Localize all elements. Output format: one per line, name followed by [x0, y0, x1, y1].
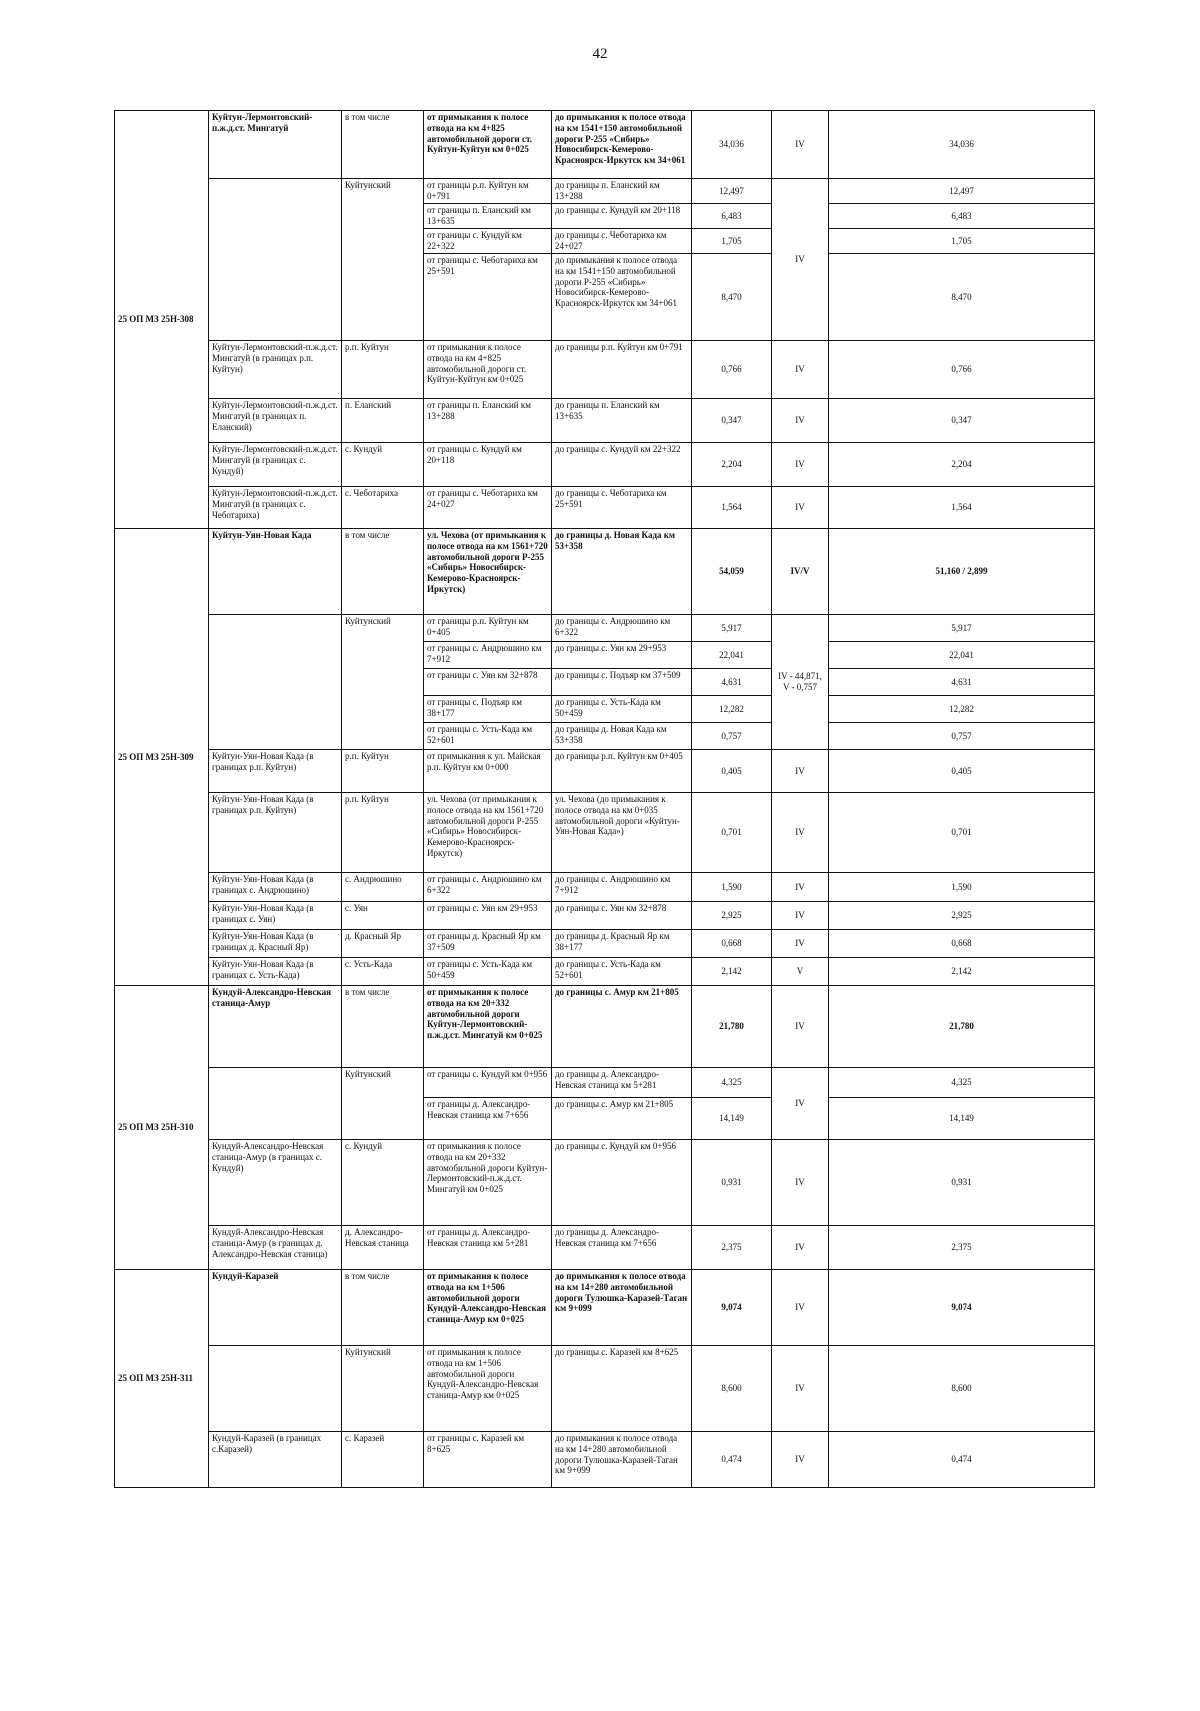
from-cell: от границы с. Уян км 29+953: [424, 902, 552, 930]
from-cell: от границы с. Чеботариха км 25+591: [424, 254, 552, 341]
to-cell: до границы с. Кундуй км 22+322: [552, 443, 692, 487]
to-cell: до границы с. Андрюшино км 7+912: [552, 873, 692, 902]
category-cell: IV: [772, 930, 829, 958]
total-cell: 8,600: [829, 1346, 1095, 1432]
table-row: [115, 986, 1095, 1068]
length-cell: 34,036: [692, 111, 772, 179]
area-cell: в том числе: [342, 986, 424, 1068]
table-row: [115, 615, 1095, 642]
length-cell: 5,917: [692, 615, 772, 642]
road-name: Куйтун-Уян-Новая Када (в границах с. Усть-Када): [209, 958, 342, 986]
from-cell: от границы р.п. Куйтун км 0+405: [424, 615, 552, 642]
length-cell: 1,590: [692, 873, 772, 902]
road-name: Куйтун-Уян-Новая Када (в границах с. Андрюшино): [209, 873, 342, 902]
road-code: 25 ОП МЗ 25Н-309: [115, 529, 209, 986]
length-cell: 22,041: [692, 642, 772, 669]
area-cell: в том числе: [342, 111, 424, 179]
length-cell: 21,780: [692, 986, 772, 1068]
from-cell: от границы п. Еланский км 13+635: [424, 204, 552, 229]
from-cell: от границы с. Кундуй км 20+118: [424, 443, 552, 487]
to-cell: до границы д. Новая Када км 53+358: [552, 723, 692, 750]
from-cell: от примыкания к полосе отвода на км 1+506 автомобильной дороги Кундуй-Александро-Невская станица-Амур км 0+025: [424, 1270, 552, 1346]
table-row: [115, 487, 1095, 529]
category-cell: IV: [772, 111, 829, 179]
table-row: [115, 1140, 1095, 1226]
from-cell: от границы д. Александро-Невская станица км 5+281: [424, 1226, 552, 1270]
area-cell: в том числе: [342, 1270, 424, 1346]
length-cell: 1,705: [692, 229, 772, 254]
area-cell: с. Кундуй: [342, 1140, 424, 1226]
road-name: Куйтун-Лермонтовский-п.ж.д.ст. Мингатуй (в границах р.п. Куйтун): [209, 341, 342, 399]
table-row: [115, 1346, 1095, 1432]
road-name: Куйтун-Лермонтовский-п.ж.д.ст. Мингатуй (в границах п. Еланский): [209, 399, 342, 443]
length-cell: 54,059: [692, 529, 772, 615]
road-name: Куйтун-Лермонтовский-п.ж.д.ст. Мингатуй (в границах с. Кундуй): [209, 443, 342, 487]
total-cell: 14,149: [829, 1098, 1095, 1140]
area-cell: д. Александро-Невская станица: [342, 1226, 424, 1270]
from-cell: от границы д. Красный Яр км 37+509: [424, 930, 552, 958]
category-cell: V: [772, 958, 829, 986]
roads-table: [114, 110, 1095, 1488]
length-cell: 2,142: [692, 958, 772, 986]
total-cell: 0,668: [829, 930, 1095, 958]
table-row: [115, 902, 1095, 930]
to-cell: до границы р.п. Куйтун км 0+791: [552, 341, 692, 399]
length-cell: 0,668: [692, 930, 772, 958]
table-row: [115, 179, 1095, 204]
to-cell: до границы с. Андрюшино км 6+322: [552, 615, 692, 642]
category-cell: IV - 44,871, V - 0,757: [772, 615, 829, 750]
from-cell: от примыкания к полосе отвода на км 1+506 автомобильной дороги Кундуй-Александро-Невская станица-Амур км 0+025: [424, 1346, 552, 1432]
area-cell: в том числе: [342, 529, 424, 615]
length-cell: 9,074: [692, 1270, 772, 1346]
area-cell: Куйтунский: [342, 615, 424, 750]
to-cell: до границы с. Усть-Када км 52+601: [552, 958, 692, 986]
from-cell: от границы с. Каразей км 8+625: [424, 1432, 552, 1488]
total-cell: 34,036: [829, 111, 1095, 179]
total-cell: 51,160 / 2,899: [829, 529, 1095, 615]
category-cell: IV: [772, 1432, 829, 1488]
total-cell: 0,701: [829, 793, 1095, 873]
road-name: Куйтун-Уян-Новая Када (в границах с. Уян): [209, 902, 342, 930]
table-row: [115, 1432, 1095, 1488]
total-cell: 2,925: [829, 902, 1095, 930]
table-row: [115, 399, 1095, 443]
total-cell: 4,631: [829, 669, 1095, 696]
length-cell: 0,931: [692, 1140, 772, 1226]
table-row: [115, 341, 1095, 399]
road-name: Кундуй-Александро-Невская станица-Амур: [209, 986, 342, 1068]
road-name: [209, 1068, 342, 1140]
from-cell: от границы д. Александро-Невская станица км 7+656: [424, 1098, 552, 1140]
length-cell: 12,497: [692, 179, 772, 204]
total-cell: 2,375: [829, 1226, 1095, 1270]
area-cell: с. Чеботариха: [342, 487, 424, 529]
table-row: [115, 873, 1095, 902]
to-cell: до границы д. Александро-Невская станица км 5+281: [552, 1068, 692, 1098]
table-row: [115, 1226, 1095, 1270]
length-cell: 0,347: [692, 399, 772, 443]
to-cell: до границы п. Еланский км 13+288: [552, 179, 692, 204]
total-cell: 0,757: [829, 723, 1095, 750]
area-cell: п. Еланский: [342, 399, 424, 443]
to-cell: до границы с. Амур км 21+805: [552, 1098, 692, 1140]
to-cell: до границы с. Уян км 29+953: [552, 642, 692, 669]
to-cell: до границы с. Кундуй км 20+118: [552, 204, 692, 229]
road-name: [209, 179, 342, 341]
area-cell: р.п. Куйтун: [342, 341, 424, 399]
from-cell: от границы с. Усть-Када км 50+459: [424, 958, 552, 986]
to-cell: до границы с. Уян км 32+878: [552, 902, 692, 930]
from-cell: от примыкания к ул. Майская р.п. Куйтун км 0+000: [424, 750, 552, 793]
category-cell: IV: [772, 793, 829, 873]
length-cell: 2,375: [692, 1226, 772, 1270]
to-cell: до границы с. Чеботариха км 25+591: [552, 487, 692, 529]
table-row: [115, 1068, 1095, 1098]
from-cell: от границы с. Андрюшино км 7+912: [424, 642, 552, 669]
table-row: [115, 443, 1095, 487]
total-cell: 0,405: [829, 750, 1095, 793]
table-row: [115, 793, 1095, 873]
to-cell: до границы с. Амур км 21+805: [552, 986, 692, 1068]
area-cell: д. Красный Яр: [342, 930, 424, 958]
length-cell: 2,204: [692, 443, 772, 487]
category-cell: IV/V: [772, 529, 829, 615]
total-cell: 0,347: [829, 399, 1095, 443]
road-code: 25 ОП МЗ 25Н-311: [115, 1270, 209, 1488]
road-name: Куйтун-Уян-Новая Када (в границах р.п. Куйтун): [209, 793, 342, 873]
total-cell: 1,705: [829, 229, 1095, 254]
from-cell: от границы с. Уян км 32+878: [424, 669, 552, 696]
road-name: Куйтун-Уян-Новая Када (в границах д. Красный Яр): [209, 930, 342, 958]
total-cell: 12,282: [829, 696, 1095, 723]
to-cell: до примыкания к полосе отвода на км 1541+150 автомобильной дороги Р-255 «Сибирь» Новосибирск-Кемерово-Красноярск-Иркутск км 34+061: [552, 111, 692, 179]
total-cell: 9,074: [829, 1270, 1095, 1346]
area-cell: с. Уян: [342, 902, 424, 930]
to-cell: до границы д. Красный Яр км 38+177: [552, 930, 692, 958]
from-cell: от примыкания к полосе отвода на км 4+825 автомобильной дороги ст. Куйтун-Куйтун км 0+025: [424, 341, 552, 399]
total-cell: 1,590: [829, 873, 1095, 902]
area-cell: с. Усть-Када: [342, 958, 424, 986]
road-name: Кундуй-Каразей (в границах с.Каразей): [209, 1432, 342, 1488]
road-name: [209, 1346, 342, 1432]
length-cell: 4,325: [692, 1068, 772, 1098]
area-cell: Куйтунский: [342, 1068, 424, 1140]
area-cell: р.п. Куйтун: [342, 750, 424, 793]
category-cell: IV: [772, 1270, 829, 1346]
category-cell: IV: [772, 902, 829, 930]
total-cell: 21,780: [829, 986, 1095, 1068]
road-name: Куйтун-Уян-Новая Када: [209, 529, 342, 615]
to-cell: до границы с. Подъяр км 37+509: [552, 669, 692, 696]
road-name: Куйтун-Уян-Новая Када (в границах р.п. Куйтун): [209, 750, 342, 793]
category-cell: IV: [772, 443, 829, 487]
road-code: 25 ОП МЗ 25Н-310: [115, 986, 209, 1270]
table-row: [115, 750, 1095, 793]
category-cell: IV: [772, 1226, 829, 1270]
from-cell: от границы с. Кундуй км 22+322: [424, 229, 552, 254]
page-number: 42: [592, 46, 608, 62]
total-cell: 2,142: [829, 958, 1095, 986]
table-row: [115, 111, 1095, 179]
area-cell: р.п. Куйтун: [342, 793, 424, 873]
from-cell: от примыкания к полосе отвода на км 4+825 автомобильной дороги ст. Куйтун-Куйтун км 0+025: [424, 111, 552, 179]
to-cell: до границы с. Каразей км 8+625: [552, 1346, 692, 1432]
from-cell: от границы р.п. Куйтун км 0+791: [424, 179, 552, 204]
total-cell: 5,917: [829, 615, 1095, 642]
to-cell: до границы с. Чеботариха км 24+027: [552, 229, 692, 254]
to-cell: до примыкания к полосе отвода на км 14+280 автомобильной дороги Тулюшка-Каразей-Таган км 9+099: [552, 1432, 692, 1488]
length-cell: 8,600: [692, 1346, 772, 1432]
category-cell: IV: [772, 399, 829, 443]
table-row: [115, 529, 1095, 615]
to-cell: до примыкания к полосе отвода на км 1541+150 автомобильной дороги Р-255 «Сибирь» Новосибирск-Кемерово-Красноярск-Иркутск км 34+061: [552, 254, 692, 341]
length-cell: 8,470: [692, 254, 772, 341]
road-name: Куйтун-Лермонтовский-п.ж.д.ст. Мингатуй (в границах с. Чеботариха): [209, 487, 342, 529]
length-cell: 2,925: [692, 902, 772, 930]
from-cell: от границы с. Чеботариха км 24+027: [424, 487, 552, 529]
from-cell: от границы п. Еланский км 13+288: [424, 399, 552, 443]
table-row: [115, 930, 1095, 958]
length-cell: 12,282: [692, 696, 772, 723]
category-cell: IV: [772, 986, 829, 1068]
total-cell: 6,483: [829, 204, 1095, 229]
length-cell: 1,564: [692, 487, 772, 529]
road-code: 25 ОП МЗ 25Н-308: [115, 111, 209, 529]
length-cell: 0,757: [692, 723, 772, 750]
total-cell: 8,470: [829, 254, 1095, 341]
to-cell: ул. Чехова (до примыкания к полосе отвода на км 0+035 автомобильной дороги «Куйтун-Уян-Новая Када»): [552, 793, 692, 873]
area-cell: с. Кундуй: [342, 443, 424, 487]
category-cell: IV: [772, 750, 829, 793]
to-cell: до границы д. Александро-Невская станица км 7+656: [552, 1226, 692, 1270]
length-cell: 6,483: [692, 204, 772, 229]
to-cell: до границы д. Новая Када км 53+358: [552, 529, 692, 615]
from-cell: ул. Чехова (от примыкания к полосе отвода на км 1561+720 автомобильной дороги Р-255 «Сибирь» Новосибирск-Кемерово-Красноярск-Иркутск): [424, 793, 552, 873]
total-cell: 0,766: [829, 341, 1095, 399]
road-name: Кундуй-Александро-Невская станица-Амур (в границах д. Александро-Невская станица): [209, 1226, 342, 1270]
length-cell: 0,405: [692, 750, 772, 793]
length-cell: 4,631: [692, 669, 772, 696]
length-cell: 0,766: [692, 341, 772, 399]
from-cell: от примыкания к полосе отвода на км 20+332 автомобильной дороги Куйтун-Лермонтовский-п.ж.д.ст. Мингатуй км 0+025: [424, 986, 552, 1068]
category-cell: IV: [772, 873, 829, 902]
length-cell: 0,701: [692, 793, 772, 873]
from-cell: от границы с. Усть-Када км 52+601: [424, 723, 552, 750]
from-cell: от границы с. Кундуй км 0+956: [424, 1068, 552, 1098]
road-name: Кундуй-Каразей: [209, 1270, 342, 1346]
from-cell: от границы с. Подъяр км 38+177: [424, 696, 552, 723]
length-cell: 0,474: [692, 1432, 772, 1488]
road-name: Кундуй-Александро-Невская станица-Амур (в границах с. Кундуй): [209, 1140, 342, 1226]
area-cell: Куйтунский: [342, 179, 424, 341]
area-cell: с. Андрюшино: [342, 873, 424, 902]
to-cell: до границы с. Усть-Када км 50+459: [552, 696, 692, 723]
total-cell: 12,497: [829, 179, 1095, 204]
to-cell: до границы с. Кундуй км 0+956: [552, 1140, 692, 1226]
length-cell: 14,149: [692, 1098, 772, 1140]
area-cell: с. Каразей: [342, 1432, 424, 1488]
category-cell: IV: [772, 1346, 829, 1432]
category-cell: IV: [772, 1068, 829, 1140]
to-cell: до примыкания к полосе отвода на км 14+280 автомобильной дороги Тулюшка-Каразей-Таган км 9+099: [552, 1270, 692, 1346]
from-cell: от границы с. Андрюшино км 6+322: [424, 873, 552, 902]
category-cell: IV: [772, 487, 829, 529]
total-cell: 0,474: [829, 1432, 1095, 1488]
from-cell: ул. Чехова (от примыкания к полосе отвода на км 1561+720 автомобильной дороги Р-255 «Сибирь» Новосибирск-Кемерово-Красноярск-Иркутск): [424, 529, 552, 615]
table-row: [115, 1270, 1095, 1346]
area-cell: Куйтунский: [342, 1346, 424, 1432]
road-name: Куйтун-Лермонтовский-п.ж.д.ст. Мингатуй: [209, 111, 342, 179]
total-cell: 0,931: [829, 1140, 1095, 1226]
total-cell: 1,564: [829, 487, 1095, 529]
total-cell: 2,204: [829, 443, 1095, 487]
total-cell: 22,041: [829, 642, 1095, 669]
total-cell: 4,325: [829, 1068, 1095, 1098]
to-cell: до границы р.п. Куйтун км 0+405: [552, 750, 692, 793]
category-cell: IV: [772, 341, 829, 399]
category-cell: IV: [772, 1140, 829, 1226]
table-row: [115, 958, 1095, 986]
category-cell: IV: [772, 179, 829, 341]
to-cell: до границы п. Еланский км 13+635: [552, 399, 692, 443]
road-name: [209, 615, 342, 750]
from-cell: от примыкания к полосе отвода на км 20+332 автомобильной дороги Куйтун-Лермонтовский-п.ж.д.ст. Мингатуй км 0+025: [424, 1140, 552, 1226]
